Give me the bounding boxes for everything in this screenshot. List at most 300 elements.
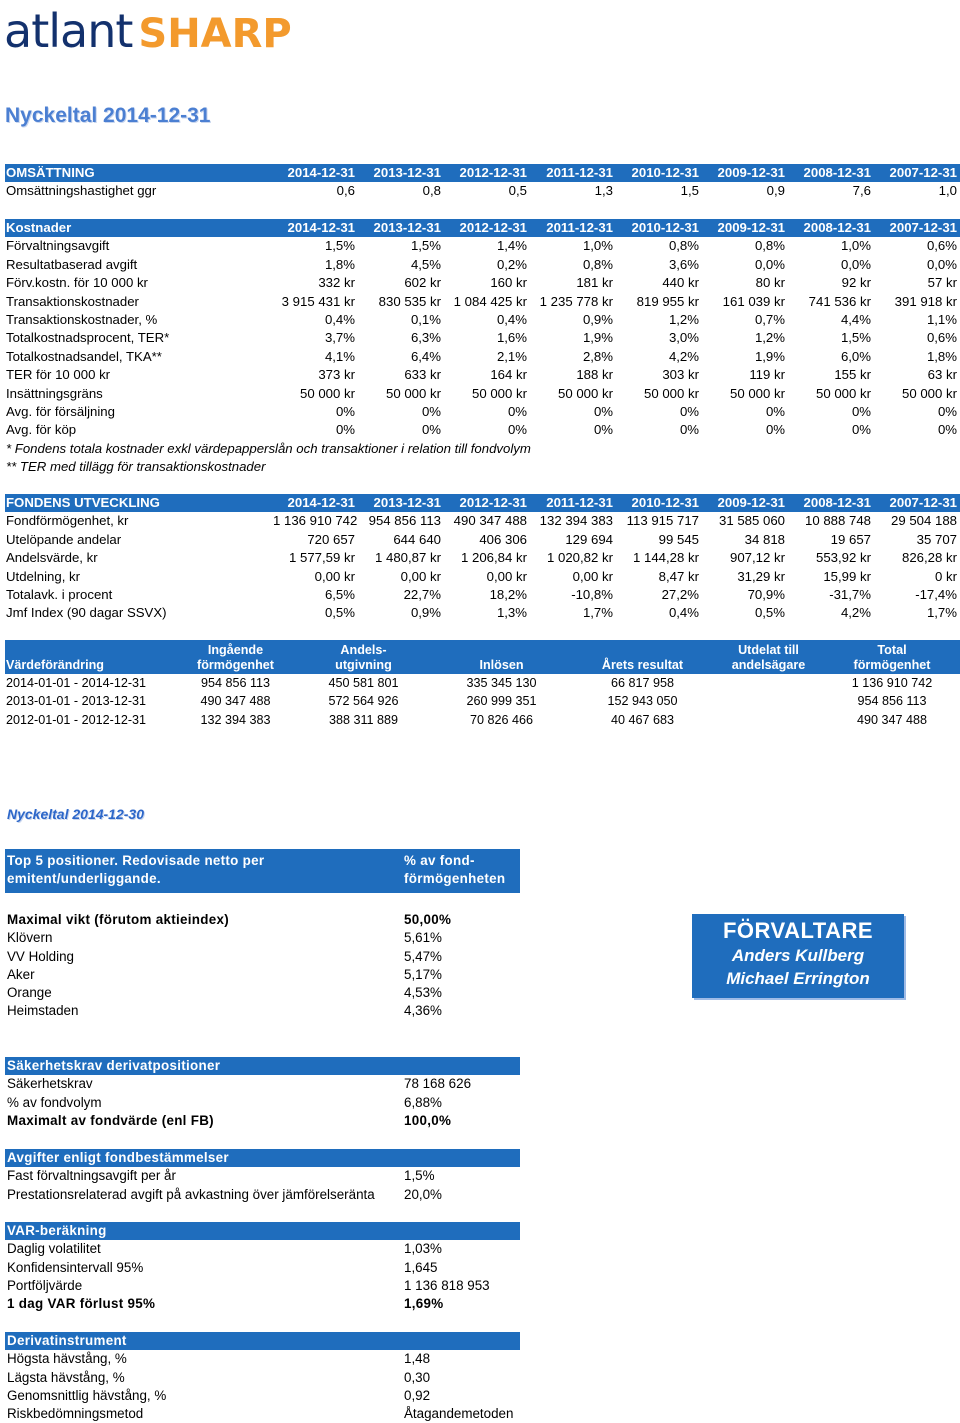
list-item [5,948,520,966]
row-label: Totalavk. i procent [6,587,113,603]
year-header: 2012-12-31 [444,164,530,182]
header-line-2: förmögenhet [197,658,274,672]
item-label: Portföljvärde [7,1277,83,1293]
list-item [5,1295,520,1313]
cell-value: 50 000 kr [902,385,957,401]
avgifter-section [5,1149,520,1204]
cell-value: 633 kr [404,367,441,383]
cell-value: 99 545 [658,531,699,547]
vardeforandring-header [823,640,960,674]
table-row [5,329,960,347]
item-label: Orange [7,985,52,1001]
row-label: Resultatbaserad avgift [6,256,138,272]
year-header: 2012-12-31 [444,219,530,237]
cell-value: 155 kr [834,367,871,383]
cell-value: 720 657 [307,531,355,547]
page-title: Nyckeltal 2014-12-31 [5,104,211,127]
cell-value: 1,5 [680,183,699,199]
top5-max-label: Maximal vikt (förutom aktieindex) [7,912,229,927]
derivat-header: Derivatinstrument [5,1332,520,1350]
cell-value: -10,8% [571,587,613,603]
year-header: 2010-12-31 [616,219,702,237]
cell-value: 0% [679,422,699,438]
cell-value: 6,3% [410,330,441,346]
cell-value: 1,2% [754,330,785,346]
year-header: 2014-12-31 [272,164,358,182]
cell-value: 4,5% [410,256,441,272]
cell-value: 0,00 kr [486,568,527,584]
forvaltare-title: FÖRVALTARE [722,918,874,943]
year-header: 2011-12-31 [530,219,616,237]
cell-value: 63 kr [927,367,957,383]
cell-value: 335 345 130 [466,676,537,690]
year-header: 2014-12-31 [272,219,358,237]
cell-value: 0% [765,422,785,438]
cell-value [713,692,823,710]
cell-value: 4,2% [840,605,871,621]
cell-value: 1 480,87 kr [375,550,441,566]
cell-value: 0,2% [496,256,527,272]
cell-value: 161 039 kr [722,293,785,309]
item-label: Klövern [7,930,53,946]
row-label: Avg. för köp [6,422,77,438]
cell-value: 50 000 kr [386,385,441,401]
row-label: Insättningsgräns [6,385,103,401]
cell-value: 50 000 kr [730,385,785,401]
list-item [5,1405,520,1423]
cell-value: 66 817 958 [610,676,675,690]
cell-value: 954 856 113 [857,694,927,709]
cell-value: 92 kr [841,275,871,291]
item-value: 1,48 [404,1351,431,1367]
cell-value: 0% [851,422,871,438]
cell-value: 4,2% [668,348,699,364]
cell-value: 0 kr [935,568,957,584]
cell-value: 572 564 926 [328,694,399,709]
row-label: Förv.kostn. för 10 000 kr [6,275,148,291]
item-value: Åtagandemetoden [404,1406,514,1422]
var-header: VAR-beräkning [5,1222,520,1240]
derivat-section [5,1332,520,1423]
table-row [5,692,960,710]
item-value: 0,30 [404,1369,431,1385]
top5-header-right-2: förmögenheten [404,871,506,886]
item-label: Daglig volatilitet [7,1241,101,1257]
cell-value: 0% [507,422,527,438]
cell-value: 4,1% [324,348,355,364]
cell-value: 0% [679,404,699,420]
vardeforandring-header-row [5,640,960,674]
cell-value: 3 915 431 kr [281,293,355,309]
item-value: 1,645 [404,1259,438,1275]
year-header: 2008-12-31 [788,494,874,512]
cell-value: 0,1% [410,312,441,328]
item-value: 6,88% [404,1094,442,1110]
cell-value: 0,8% [582,256,613,272]
row-label: Förvaltningsavgift [6,238,110,254]
year-header: 2011-12-31 [530,164,616,182]
cell-value: 1,9% [754,348,785,364]
item-label: % av fondvolym [7,1094,102,1110]
cell-value: 0,9% [582,312,613,328]
cell-value: 70 826 466 [469,712,534,727]
list-item [5,1112,520,1130]
list-item [5,1387,520,1405]
cell-value: 1,7% [582,605,613,621]
sakerhet-header: Säkerhetskrav derivatpositioner [5,1057,520,1075]
cell-value: 406 306 [479,531,527,547]
cell-value: 3,6% [668,256,699,272]
year-header: 2007-12-31 [874,164,960,182]
cell-value: 7,6 [852,183,871,199]
vardeforandring-header [431,640,571,674]
row-label: Totalkostnadsprocent, TER* [6,330,170,346]
cell-value: 35 707 [916,531,957,547]
avgifter-header: Avgifter enligt fondbestämmelser [5,1149,520,1167]
item-value: 4,36% [404,1003,442,1019]
cell-value: 29 504 188 [890,513,957,529]
item-label: Fast förvaltningsavgift per år [7,1168,176,1184]
cell-value: 0,0% [840,256,871,272]
cell-value: 602 kr [404,275,441,291]
table-row [5,586,960,604]
cell-value: 50 000 kr [558,385,613,401]
table-row [5,293,960,311]
cell-value: -31,7% [829,587,871,603]
table-row [5,403,960,421]
top5-max-row [5,911,520,929]
footnote: * Fondens totala kostnader exkl värdepapperslån och transaktioner i relation till fondvolym [6,440,531,456]
header-line-1: Total [877,643,907,657]
list-item [5,1369,520,1387]
row-label: Fondförmögenhet, kr [6,513,129,529]
table-row [5,711,960,729]
year-header: 2007-12-31 [874,494,960,512]
section-subtitle: Nyckeltal 2014-12-30 [7,806,144,822]
cell-value: 0,8% [754,238,785,254]
cell-value: 132 394 383 [539,513,613,529]
footnote-row [5,458,960,476]
item-value: 5,47% [404,948,442,964]
cell-value: 0% [593,422,613,438]
cell-value: 70,9% [747,587,785,603]
cell-value: 0,5% [324,605,355,621]
cell-value: 15,99 kr [823,568,871,584]
cell-value: 113 915 717 [626,513,699,529]
cell-value: 18,2% [489,587,527,603]
cell-value: 0,7% [754,312,785,328]
cell-value: 440 kr [662,275,699,291]
year-header: 2009-12-31 [702,219,788,237]
kostnader-header-row [5,219,960,237]
item-value: 100,0% [404,1112,452,1128]
cell-value: 0% [335,404,355,420]
cell-value: 0,4% [496,312,527,328]
header-line-1: Andels- [340,643,387,657]
cell-value: 2,8% [582,348,613,364]
utveckling-header-row [5,494,960,512]
cell-value: 0,8% [668,238,699,254]
top5-section [5,849,520,1021]
header-line-2: utgivning [335,658,392,672]
year-header: 2013-12-31 [358,494,444,512]
brand-logo-part2: SHARP [138,11,292,57]
cell-value: 553,92 kr [816,550,871,566]
table-row [5,366,960,384]
cell-value: 34 818 [744,531,785,547]
item-label: Maximalt av fondvärde (enl FB) [7,1112,214,1128]
header-line-1: Utdelat till [738,643,799,657]
header-line-2: förmögenhet [853,658,931,672]
cell-value: 819 955 kr [636,293,699,309]
item-value: 4,53% [404,985,442,1001]
cell-value: 490 347 488 [200,694,271,709]
item-value: 78 168 626 [404,1076,472,1092]
cell-value: 80 kr [755,275,785,291]
cell-value: -17,4% [915,587,957,603]
cell-value: 0,00 kr [400,568,441,584]
year-header: 2014-12-31 [272,494,358,512]
item-label: Högsta hävstång, % [7,1351,127,1367]
cell-value: 0,00 kr [572,568,613,584]
cell-value: 1 577,59 kr [289,550,355,566]
cell-value: 152 943 050 [607,694,678,709]
row-label: Totalkostnadsandel, TKA** [6,348,162,364]
vardeforandring-header [175,640,295,674]
item-label: Lägsta hävstång, % [7,1369,125,1385]
list-item [5,1075,520,1093]
year-header: 2011-12-31 [530,494,616,512]
cell-value: 0,0% [926,256,957,272]
list-item [5,1094,520,1112]
cell-value: 3,0% [668,330,699,346]
cell-value: 181 kr [576,275,613,291]
list-item [5,929,520,947]
table-row [5,256,960,274]
cell-value: 0% [593,404,613,420]
row-label: Omsättningshastighet ggr [6,183,157,199]
year-header: 2013-12-31 [358,164,444,182]
table-row [5,182,960,200]
list-item [5,1259,520,1277]
cell-value: 50 000 kr [644,385,699,401]
list-item [5,1350,520,1368]
forvaltare-name-2: Michael Errington [726,969,870,988]
cell-value: 1,0 [938,183,957,199]
item-value: 1,5% [404,1168,435,1184]
cell-value: 27,2% [661,587,699,603]
cell-value: 332 kr [318,275,355,291]
cell-value: 826,28 kr [902,550,957,566]
vardeforandring-table [5,640,960,729]
cell-value: 50 000 kr [300,385,355,401]
item-value: 1,03% [404,1241,442,1257]
item-value: 0,92 [404,1387,431,1403]
cell-value: 1,0% [582,238,613,254]
row-label: Avg. för försäljning [6,404,115,420]
cell-value: 160 kr [490,275,527,291]
cell-value: 490 347 488 [453,513,527,529]
top5-header-left-2: emitent/underliggande. [7,871,161,886]
year-header: 2009-12-31 [702,164,788,182]
var-section [5,1222,520,1313]
cell-value: 830 535 kr [378,293,441,309]
cell-value: 8,47 kr [658,568,699,584]
item-label: Konfidensintervall 95% [7,1259,144,1275]
cell-value: 490 347 488 [856,712,928,727]
header-line-2: andelsägare [731,658,806,672]
row-label: TER för 10 000 kr [6,367,111,383]
cell-value: 1 136 910 742 [273,513,358,529]
table-row [5,237,960,255]
cell-value: 50 000 kr [472,385,527,401]
list-item [5,1186,520,1204]
cell-value: 6,4% [410,348,441,364]
vardeforandring-header [713,640,823,674]
cell-value [713,711,823,729]
item-label: Säkerhetskrav [7,1076,93,1092]
cell-value: 119 kr [749,367,785,383]
item-value: 1 136 818 953 [404,1277,490,1293]
cell-value: 1,9% [582,330,613,346]
list-item [5,1277,520,1295]
cell-value: 260 999 351 [466,694,537,709]
row-label: Transaktionskostnader, % [6,312,158,328]
cell-value: 0,6% [926,238,957,254]
item-label: Aker [7,966,35,982]
item-value: 5,17% [404,966,442,982]
row-label: Utelöpande andelar [6,531,122,547]
cell-value: 19 657 [830,531,871,547]
vardeforandring-header [295,640,431,674]
table-row [5,674,960,692]
cell-value: 1,2% [668,312,699,328]
forvaltare-name-1: Anders Kullberg [731,946,865,965]
cell-value: 1 136 910 742 [851,676,933,690]
cell-value: 1,5% [410,238,441,254]
item-label: VV Holding [7,948,74,964]
cell-value: 388 311 889 [328,712,399,727]
year-header: 2012-12-31 [444,494,530,512]
cell-value: 0% [937,404,957,420]
omsattning-header-label: OMSÄTTNING [5,164,272,182]
list-item [5,984,520,1002]
omsattning-table [5,164,960,201]
item-label: Genomsnittlig hävstång, % [7,1387,167,1403]
cell-value: 0% [851,404,871,420]
cell-value: 1 144,28 kr [633,550,699,566]
row-label: Jmf Index (90 dagar SSVX) [6,605,167,621]
cell-value [713,674,823,692]
table-row [5,274,960,292]
cell-value: 129 694 [565,531,613,547]
header-line-2: Värdeförändring [6,658,104,672]
kostnader-header-label: Kostnader [5,219,272,237]
cell-value: 0,4% [668,605,699,621]
list-item [5,1167,520,1185]
header-line-2: Årets resultat [601,658,684,672]
cell-value: 31 585 060 [718,513,785,529]
cell-value: 1 084 425 kr [453,293,527,309]
cell-value: 1,0% [840,238,871,254]
cell-value: 0,9% [410,605,441,621]
table-row [5,604,960,622]
year-header: 2008-12-31 [788,164,874,182]
cell-value: 57 kr [927,275,957,291]
list-item [5,1240,520,1258]
cell-value: 0% [765,404,785,420]
footnote-row [5,440,960,458]
cell-value: 1,6% [496,330,527,346]
table-row [5,512,960,530]
cell-value: 1,3% [496,605,527,621]
top5-max-value: 50,00% [404,912,452,927]
year-header: 2010-12-31 [616,494,702,512]
cell-value: 0% [937,422,957,438]
table-row [5,348,960,366]
sakerhet-section [5,1057,520,1130]
table-row [5,311,960,329]
brand-logo [4,4,292,58]
cell-value: 1,5% [840,330,871,346]
brand-logo-part1: atlant [4,4,133,58]
cell-value: 954 856 113 [368,513,441,529]
cell-value: 303 kr [662,367,699,383]
item-value: 1,69% [404,1296,444,1312]
cell-value: 0% [421,404,441,420]
item-value: 5,61% [404,930,442,946]
vardeforandring-header [571,640,713,674]
cell-value: 0,9 [766,183,785,199]
cell-value: 1,4% [496,238,527,254]
item-label: Prestationsrelaterad avgift på avkastning över jämförelseränta [7,1186,375,1202]
table-row [5,531,960,549]
cell-value: 164 kr [490,367,527,383]
list-item [5,966,520,984]
forvaltare-badge [692,914,904,998]
cell-value: 373 kr [318,367,355,383]
table-row [5,568,960,586]
cell-value: 0,00 kr [314,568,355,584]
cell-value: 0,0% [754,256,785,272]
year-header: 2013-12-31 [358,219,444,237]
cell-value: 644 640 [393,531,441,547]
cell-value: 40 467 683 [610,712,675,727]
item-label: 1 dag VAR förlust 95% [7,1296,156,1312]
cell-value: 4,4% [840,312,871,328]
cell-value: 741 536 kr [808,293,871,309]
year-header: 2007-12-31 [874,219,960,237]
top5-header-right-1: % av fond- [404,853,475,868]
cell-value: 50 000 kr [816,385,871,401]
cell-value: 0,6% [926,330,957,346]
item-label: Riskbedömningsmetod [7,1406,144,1422]
cell-value: 1,8% [324,256,355,272]
table-row [5,385,960,403]
header-line-1: Ingående [207,643,264,657]
cell-value: 1,7% [926,605,957,621]
cell-value: 10 888 748 [804,513,871,529]
cell-value: 0% [335,422,355,438]
cell-value: 0,8 [422,183,441,199]
row-label: Utdelning, kr [6,568,81,584]
year-header: 2010-12-31 [616,164,702,182]
row-label: Andelsvärde, kr [6,550,98,566]
cell-value: 1 020,82 kr [547,550,613,566]
period-label: 2014-01-01 - 2014-12-31 [6,676,147,690]
cell-value: 0,6 [336,183,355,199]
cell-value: 22,7% [403,587,441,603]
